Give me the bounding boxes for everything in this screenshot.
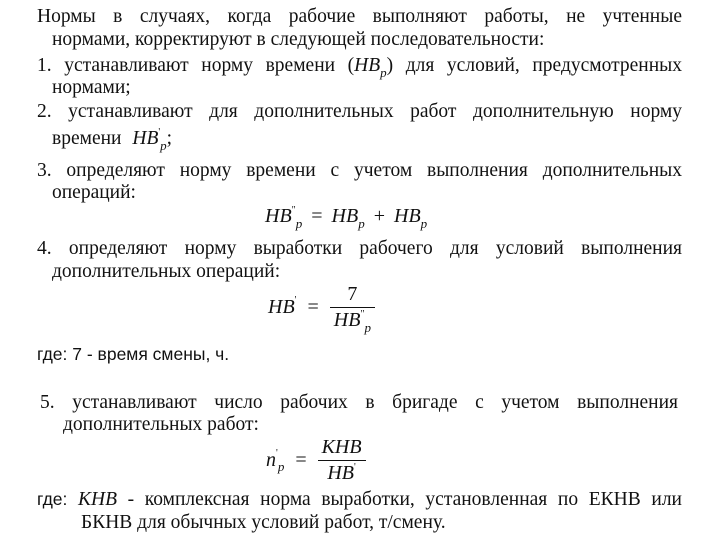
formula-total-time: [265, 205, 428, 231]
formula-3-lhs: НВ: [265, 205, 292, 227]
step-3-line-1: 3. определяют норму времени с учетом выполнения дополнительных: [37, 160, 682, 181]
formula-5-den-symbol: НВ: [327, 462, 354, 484]
step-2-line-2: [52, 128, 172, 153]
formula-5-equals: =: [295, 449, 307, 471]
step-5-line-1: 5. устанавливают число рабочих в бригаде с учетом выполнения: [40, 392, 678, 413]
formula-5-fraction: [318, 436, 366, 485]
step-2-symbol: НВ: [132, 128, 159, 149]
formula-4-lhs-sup: ': [294, 295, 297, 307]
formula-4-lhs: НВ: [268, 296, 295, 318]
step-1-line-1: [37, 55, 682, 78]
step-2-symbol-sub: р: [160, 138, 167, 153]
step-2-text-b: ;: [166, 128, 173, 149]
formula-5-lhs-sup: ': [276, 448, 278, 460]
formula-4-den-symbol: НВ: [333, 309, 361, 331]
formula-5-lhs-sub: р: [277, 459, 285, 475]
intro-line-2: нормами, корректируют в следующей последовательности:: [52, 29, 545, 50]
formula-3-term-1-sub: р: [358, 216, 365, 231]
step-5-note-line-2: БКНВ для обычных условий работ, т/смену.: [81, 512, 446, 533]
step-1-text-a: 1. устанавливают норму времени (: [37, 55, 355, 76]
step-1-text-b: ) для условий, предусмотренных: [386, 55, 682, 76]
formula-4-numerator: 7: [347, 283, 358, 305]
step-5-line-2: дополнительных работ:: [63, 414, 259, 435]
formula-5-lhs: n: [266, 449, 276, 471]
formula-5-fraction-bar: [318, 460, 366, 461]
step-1-symbol: НВ: [354, 55, 381, 76]
formula-4-den-sup: ": [360, 309, 365, 320]
step-1-line-2: нормами;: [52, 77, 131, 98]
formula-5-numerator: КНВ: [321, 436, 362, 458]
step-4-note: где: 7 - время смены, ч.: [37, 344, 230, 364]
formula-3-equals: =: [311, 205, 323, 227]
formula-3-plus: +: [373, 205, 385, 227]
step-1-symbol-sub: р: [380, 65, 387, 80]
formula-4-denominator: [330, 309, 375, 335]
step-5-note-line-1: [37, 488, 682, 511]
formula-3-lhs-sub: р: [295, 216, 303, 231]
step-4-line-1: 4. определяют норму выработки рабочего для условий выполнения: [37, 238, 682, 259]
step-5-note-symbol: КНВ: [78, 489, 117, 510]
step-2-line-1: 2. устанавливают для дополнительных работ дополнительную норму: [37, 101, 682, 122]
formula-5-den-sup: ': [354, 462, 356, 473]
formula-4-fraction-bar: [330, 307, 375, 308]
formula-3-term-2-sub: р: [420, 216, 428, 231]
formula-5-denominator: [318, 462, 366, 485]
formula-4-den-sub: р: [364, 320, 372, 335]
step-5-note-prefix: где:: [37, 489, 79, 509]
step-2-symbol-sup: ': [158, 127, 161, 138]
formula-output-norm: [268, 283, 375, 335]
step-5-note-text: - комплексная норма выработки, установленная по ЕКНВ или: [117, 489, 682, 510]
formula-4-fraction: [330, 283, 375, 335]
formula-3-term-1: НВ: [331, 205, 359, 227]
formula-3-term-2: НВ: [394, 205, 421, 227]
step-3-line-2: операций:: [52, 182, 136, 203]
formula-4-equals: =: [307, 296, 319, 318]
formula-3-lhs-sup: ": [291, 205, 296, 216]
step-2-text-a: времени: [52, 128, 122, 149]
intro-line-1: Нормы в случаях, когда рабочие выполняют работы, не учтенные: [37, 6, 682, 27]
step-4-line-2: дополнительных операций:: [52, 261, 281, 282]
formula-workers-count: [266, 436, 366, 485]
